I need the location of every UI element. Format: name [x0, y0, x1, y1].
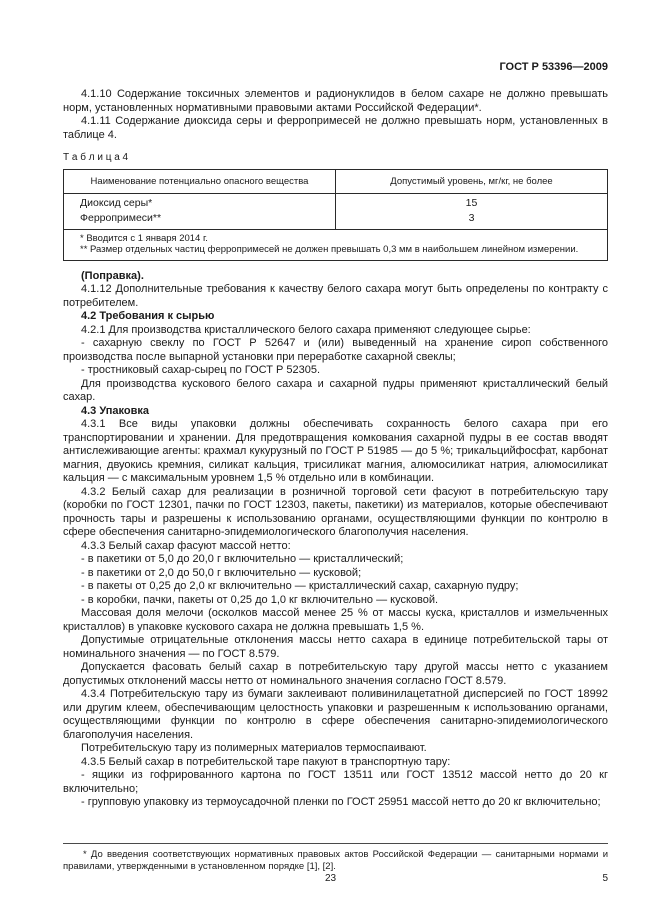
substance-name-cell: Диоксид серы*	[64, 193, 336, 211]
page-number-right: 5	[602, 873, 608, 884]
list-item: - в коробки, пачки, пакеты от 0,25 до 1,0 кг включительно — кусковой.	[81, 593, 439, 606]
paragraph: 4.2.1 Для производства кристаллического белого сахара применяют следующее сырье:	[81, 323, 531, 336]
table-label: Т а б л и ц а 4	[63, 152, 129, 163]
table-footnotes-cell	[64, 229, 608, 260]
paragraph: Для производства кускового белого сахара и сахарной пудры применяют кристаллический белый сахар.	[63, 377, 608, 403]
table-header	[64, 169, 608, 193]
table-body	[64, 193, 608, 229]
table-4	[63, 169, 608, 261]
table-row	[64, 193, 608, 211]
section-heading: 4.2 Требования к сырью	[81, 310, 215, 322]
paragraph: Массовая доля мелочи (осколков массой менее 25 % от массы куска, кристаллов и измельченных кристаллов) в упаковке кускового сахара не должна превышать 1,5 %.	[63, 607, 608, 633]
paragraph: Допускается фасовать белый сахар в потребительскую тару другой массы нетто с указанием допустимых отклонений массы нетто от номинального значения согласно ГОСТ 8.579.	[63, 661, 608, 687]
section-heading: (Поправка).	[81, 269, 144, 282]
section-heading: 4.3 Упаковка	[81, 404, 149, 417]
paragraph: 4.3.3 Белый сахар фасуют массой нетто:	[81, 539, 291, 552]
content-blocks-before-table	[63, 88, 608, 142]
list-item: - групповую упаковку из термоусадочной пленки по ГОСТ 25951 массой нетто до 20 кг включительно;	[81, 796, 601, 808]
list-item: - ящики из гофрированного картона по ГОСТ 13511 или ГОСТ 13512 массой нетто до 20 кг включительно;	[63, 769, 608, 795]
paragraph: 4.3.5 Белый сахар в потребительской таре пакуют в транспортную тару:	[81, 755, 451, 768]
page-content	[63, 88, 608, 810]
footnote-divider	[63, 843, 608, 844]
list-item: - в пакетики от 5,0 до 20,0 г включительно — кристаллический;	[81, 553, 404, 565]
list-item: - в пакетики от 2,0 до 50,0 г включительно — кусковой;	[81, 566, 362, 579]
list-item: - в пакеты от 0,25 до 2,0 кг включительно — кристаллический сахар, сахарную пудру;	[81, 580, 519, 592]
substance-name-cell: Ферропримеси**	[64, 211, 336, 230]
table-footnote: * Вводится с 1 января 2014 г.	[80, 232, 208, 244]
table-col-substance-name: Наименование потенциально опасного вещества	[64, 169, 336, 193]
table-footnote: ** Размер отдельных частиц ферропримесей не должен превышать 0,3 мм в наибольшем линейном измерении.	[80, 244, 579, 255]
page-number-center: 23	[324, 873, 337, 884]
table-footer	[64, 229, 608, 260]
paragraph: 4.1.12 Дополнительные требования к качеству белого сахара могут быть определены по контракту с потребителем.	[63, 283, 608, 309]
paragraph: 4.3.1 Все виды упаковки должны обеспечивать сохранность белого сахара при его транспортировании и хранении. Для предотвращения комкования сахарной пудры в ее состав вводят антислеживающие агенты: крахмал кукурузный по ГОСТ Р 51985 — до 5 %; трикальцийфосфат, карбонат магния, двуокись кремния, силикат кальция, трисиликат магния, алюмосиликат натрия, алюмосиликат кальция — с максимальным уровнем 1,5 % отдельно или в комбинации.	[63, 418, 608, 484]
paragraph: 4.1.10 Содержание токсичных элементов и радионуклидов в белом сахаре не должно превышать норм, установленных нормативными правовыми актами Российской Федерации*.	[63, 88, 608, 114]
substance-level-cell: 15	[336, 193, 608, 211]
substance-level-cell: 3	[336, 211, 608, 230]
paragraph: 4.3.2 Белый сахар для реализации в розничной торговой сети фасуют в потребительскую тару (коробки по ГОСТ 12301, пачки по ГОСТ 12303, пакеты, пакетики) из материалов, которые обеспечивают прочность тары и разрешены к использованию органами, осуществляющими функции по контролю в сфере обеспечения санитарно-эпидемиологического благополучия населения.	[63, 485, 608, 538]
table-col-allowed-level: Допустимый уровень, мг/кг, не более	[336, 169, 608, 193]
content-blocks-after-table	[63, 270, 608, 810]
list-item: - сахарную свеклу по ГОСТ Р 52647 и (или) выведенный на хранение сироп собственного производства после выпарной установки при переработке сахарной свеклы;	[63, 337, 608, 363]
paragraph: Потребительскую тару из полимерных материалов термоспаивают.	[81, 742, 427, 754]
paragraph: 4.1.11 Содержание диоксида серы и ферропримесей не должно превышать норм, установленных в таблице 4.	[63, 115, 608, 141]
paragraph: 4.3.4 Потребительскую тару из бумаги заклеивают поливинилацетатной дисперсией по ГОСТ 18992 или другим клеем, обеспечивающим целостность упаковки и разрешенным к использованию органами, осуществляющими функции по контролю в сфере обеспечения санитарно-эпидемиологического благополучия населения.	[63, 688, 608, 741]
doc-number: ГОСТ Р 53396—2009	[499, 61, 608, 73]
table-row	[64, 211, 608, 230]
paragraph: Допустимые отрицательные отклонения массы нетто сахара в единице потребительской тары от номинального значения — по ГОСТ 8.579.	[63, 634, 608, 660]
page-footnote: * До введения соответствующих нормативных правовых актов Российской Федерации — санитарными нормами и правилами, утвержденными в установленном порядке [1], [2].	[63, 849, 608, 872]
list-item: - тростниковый сахар-сырец по ГОСТ Р 52305.	[81, 364, 321, 376]
